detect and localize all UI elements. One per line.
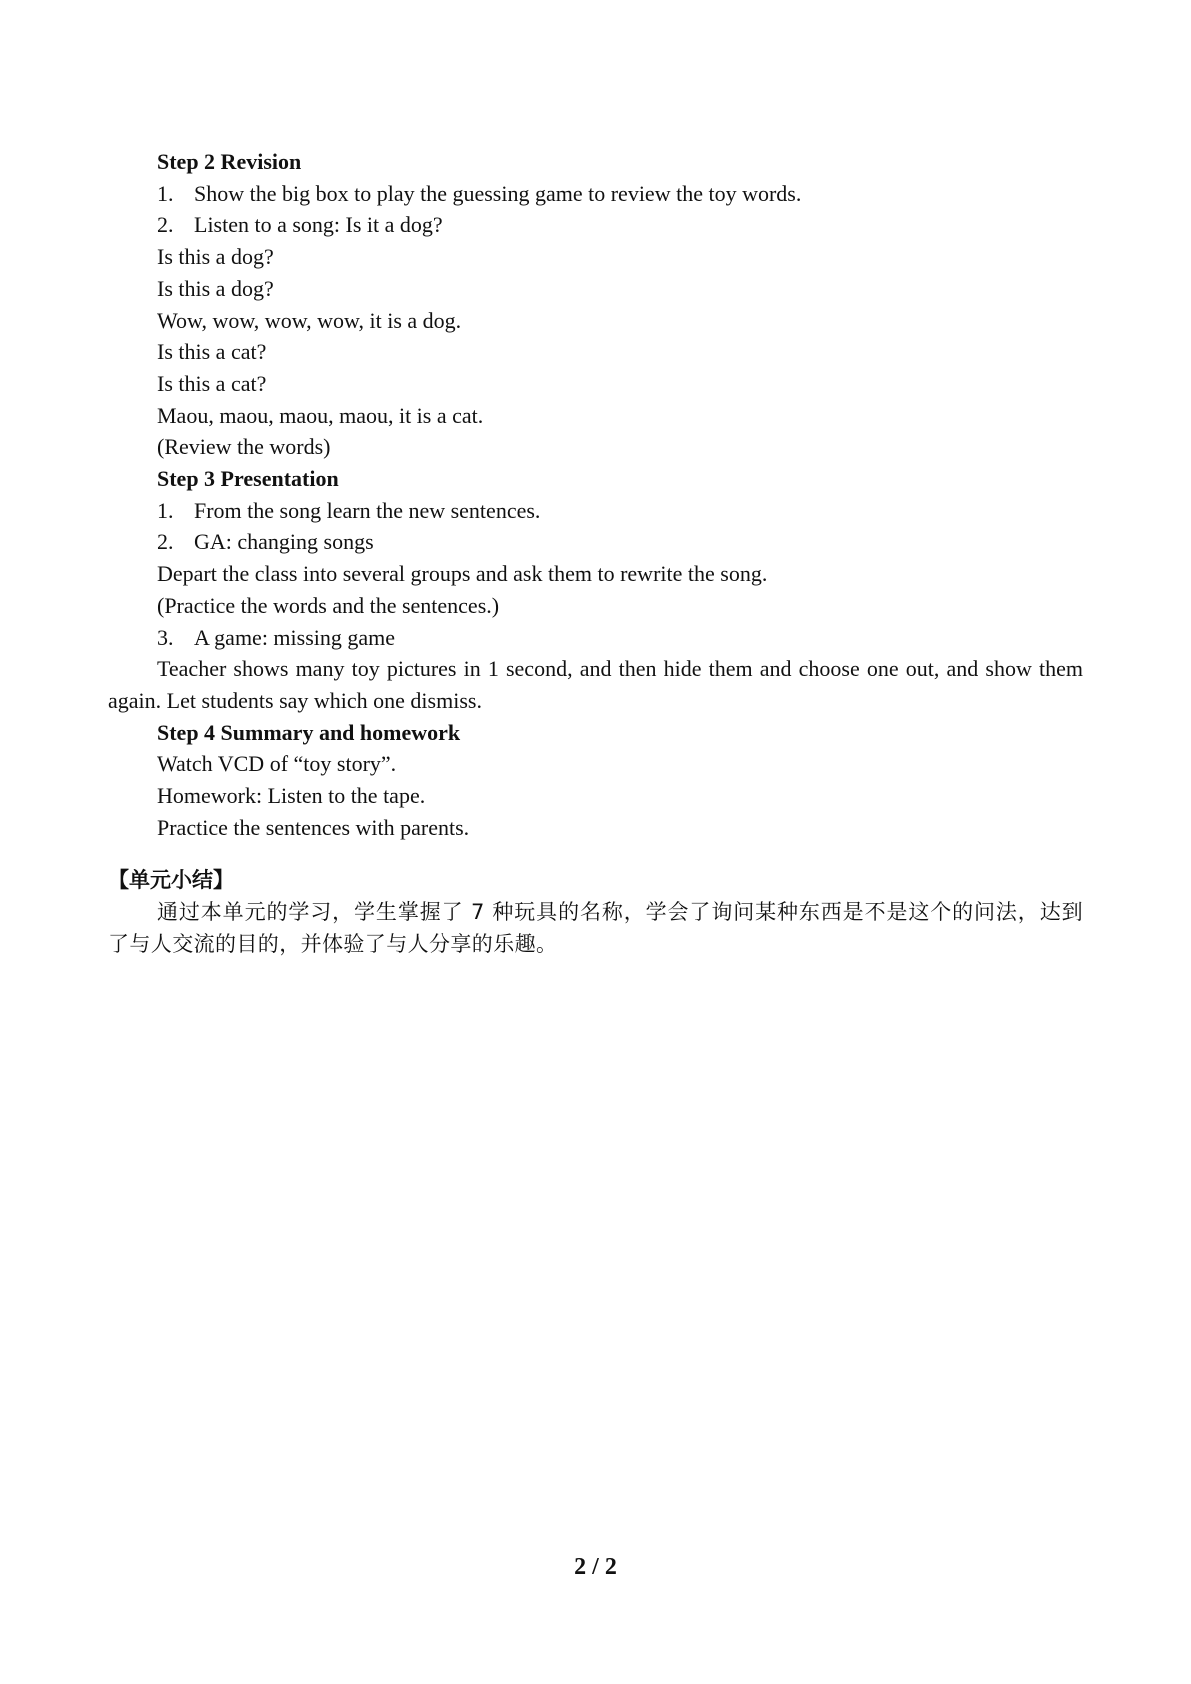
step2-item-1-text: Show the big box to play the guessing game to review the toy words. (194, 180, 802, 206)
step2-item-2 (108, 209, 1083, 241)
step3-item-2-number: 2. (157, 529, 174, 555)
step3-item-3 (108, 622, 1083, 654)
step3-item-1-text: From the song learn the new sentences. (194, 497, 541, 523)
step4-heading: Step 4 Summary and homework (157, 719, 461, 745)
song-line: (Review the words) (157, 434, 331, 460)
step3-text-line: (Practice the words and the sentences.) (157, 592, 500, 618)
step3-heading: Step 3 Presentation (157, 466, 339, 492)
step3-item-2-text: GA: changing songs (194, 529, 374, 555)
step2-heading: Step 2 Revision (157, 149, 302, 174)
song-line: Wow, wow, wow, wow, it is a dog. (157, 307, 462, 333)
step2-item-2-number: 2. (157, 212, 174, 238)
step4-line: Practice the sentences with parents. (157, 814, 470, 840)
section-spacer (108, 843, 1083, 865)
step3-item-1-number: 1. (157, 497, 174, 523)
step4-line: Watch VCD of “toy story”. (157, 751, 397, 777)
step2-item-2-text: Listen to a song: Is it a dog? (194, 212, 443, 238)
step3-item-3-text: A game: missing game (194, 624, 396, 650)
step3-paragraph: Teacher shows many toy pictures in 1 second, and then hide them and choose one out, and show them again. Let students say which one dismiss. (108, 656, 1083, 713)
song-line: Is this a cat? (157, 339, 267, 365)
unit-summary-heading: 【单元小结】 (108, 868, 234, 893)
song-line: Is this a dog? (157, 275, 274, 301)
page-number: 2 / 2 (574, 1554, 617, 1580)
step3-item-2 (108, 526, 1083, 558)
step4-line: Homework: Listen to the tape. (157, 783, 426, 809)
song-line: Maou, maou, maou, maou, it is a cat. (157, 402, 484, 428)
unit-summary-paragraph: 通过本单元的学习，学生掌握了 7 种玩具的名称，学会了询问某种东西是不是这个的问法，达到了与人交流的目的，并体验了与人分享的乐趣。 (108, 900, 1083, 956)
step2-item-1-number: 1. (157, 180, 174, 206)
step3-item-1 (108, 495, 1083, 527)
step3-item-3-number: 3. (157, 624, 174, 650)
document-body (108, 146, 1083, 961)
song-line: Is this a cat? (157, 370, 267, 396)
step2-item-1 (108, 178, 1083, 210)
step3-text-line: Depart the class into several groups and ask them to rewrite the song. (157, 561, 768, 587)
song-line: Is this a dog? (157, 244, 274, 270)
